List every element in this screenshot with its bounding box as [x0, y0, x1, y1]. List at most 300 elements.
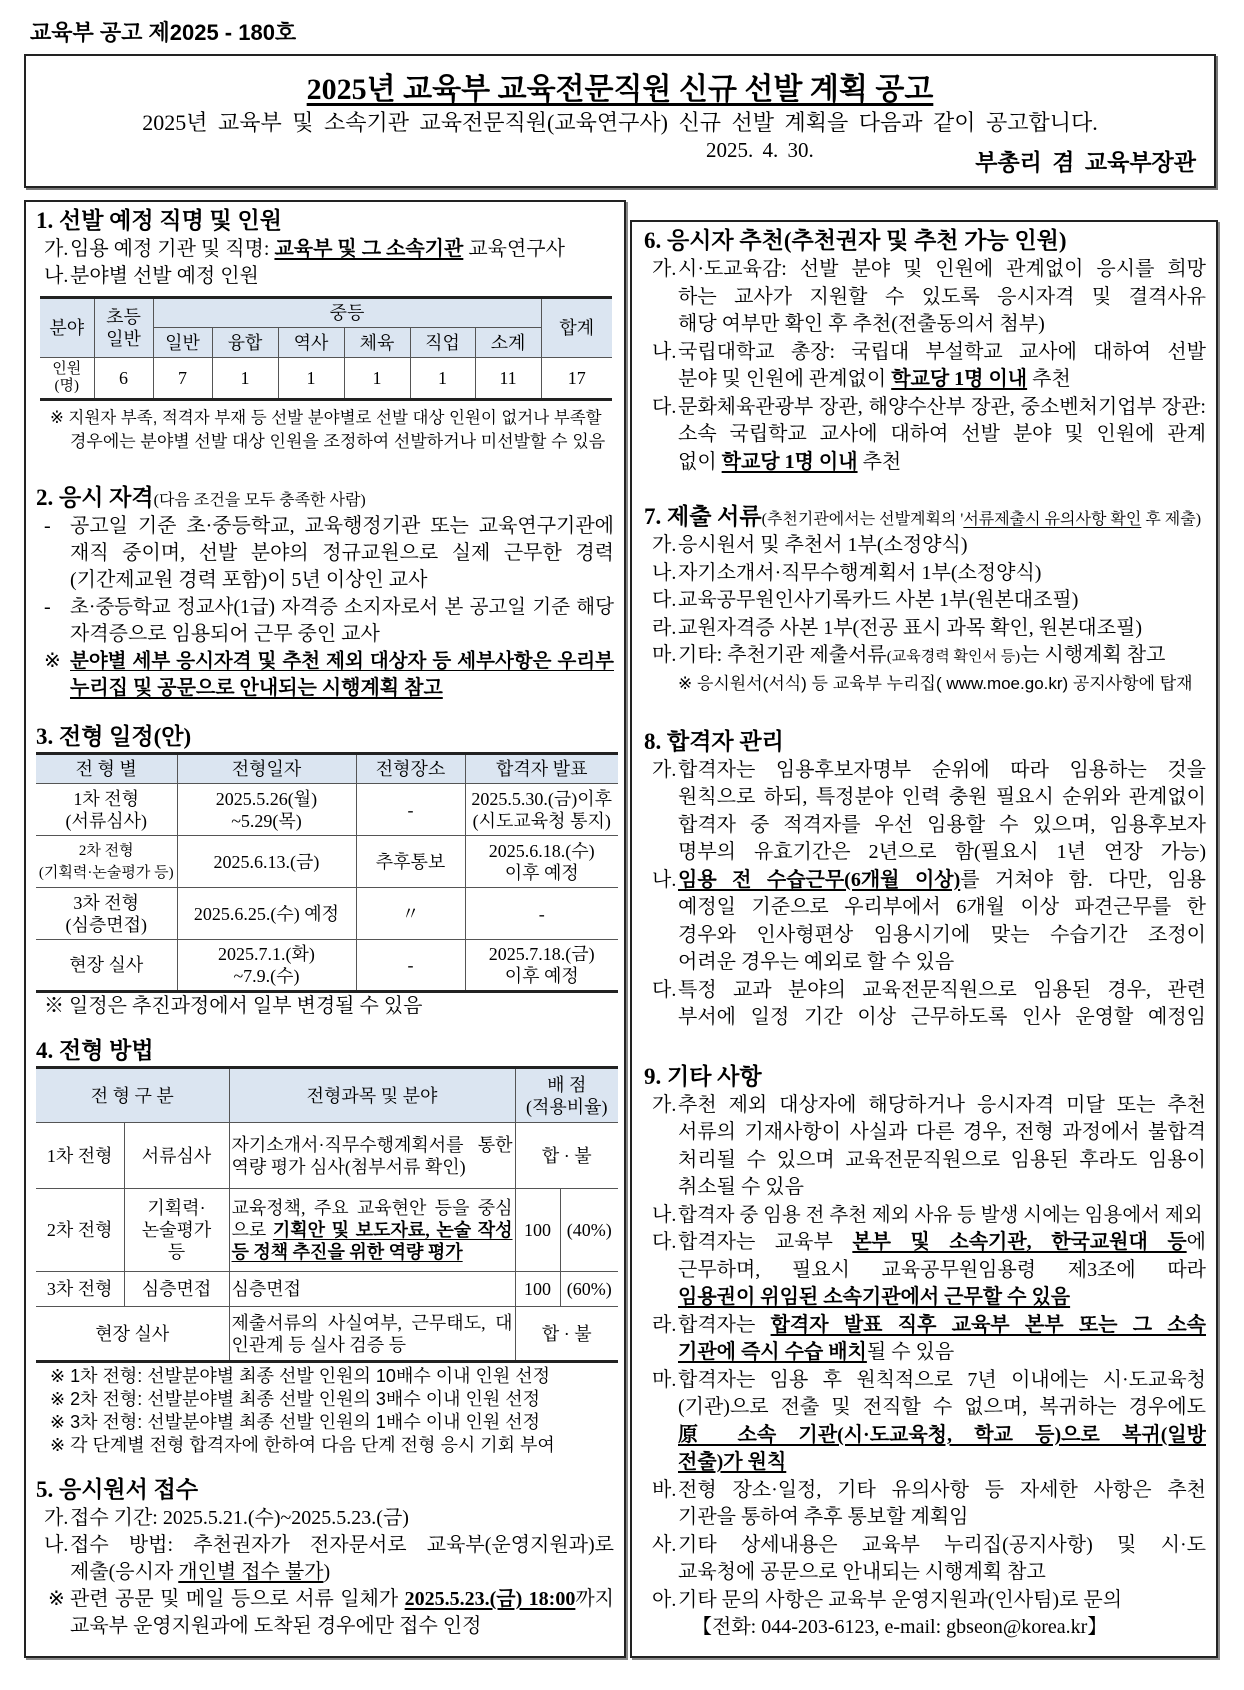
line-text: [678, 311, 1206, 339]
line-text: [70, 513, 614, 540]
table-cell: 1: [212, 358, 278, 400]
emphasis-segment: (교육경력 확인서 등): [886, 649, 1021, 665]
list-item: [644, 339, 1206, 367]
list-item: [644, 1202, 1206, 1230]
line-text: [678, 757, 1206, 785]
line-text: [678, 1119, 1206, 1147]
text-segment: 교육연구사: [463, 238, 565, 260]
list-item: [644, 394, 1206, 422]
line-text: [70, 1559, 614, 1586]
continuation-line: [36, 540, 614, 567]
line-text: [678, 587, 1206, 615]
list-marker: 나.: [652, 340, 677, 363]
list-item: [644, 1367, 1206, 1395]
text-segment: 합격자는 교육부: [678, 1231, 853, 1253]
section-2-title-text: 2. 응시 자격: [36, 485, 154, 510]
line-text: [678, 615, 1206, 643]
emphasis-segment: 2025.5.23.(금) 18:00: [404, 1588, 576, 1610]
table-cell: 2차 전형: [36, 1189, 124, 1272]
emphasis-segment: 학교당 1명 이내: [721, 450, 858, 473]
text-segment: 처리될 수 있으며 교육전문직원으로 임용된 후라도 임용이: [678, 1148, 1206, 1171]
table-cell: 합 · 불: [515, 1307, 618, 1362]
text-segment: (기간제교원 경력 포함)이 5년 이상인 교사: [70, 569, 428, 591]
text-segment: 없이: [678, 450, 722, 473]
text-segment: 에: [1186, 1231, 1206, 1253]
list-item: [36, 1586, 614, 1613]
table-cell: 100: [515, 1189, 560, 1272]
table-cell: 서류심사: [124, 1123, 229, 1189]
section-9-title: 9. 기타 사항: [644, 1063, 762, 1089]
text-segment: 원칙으로 하되, 특정분야 인력 충원 필요시 순위와 관계없이: [678, 786, 1206, 808]
list-marker: 다.: [652, 1231, 677, 1253]
line-text: [70, 1613, 614, 1640]
line-text: [70, 263, 614, 290]
line-text: [678, 284, 1206, 312]
document-title: 2025년 교육부 교육전문직원 신규 선발 계획 공고: [306, 73, 934, 106]
continuation-line: [36, 621, 614, 648]
text-segment: 공고일 기준 초·중등학교, 교육행정기관 또는 교육연구기관에: [70, 515, 614, 537]
table-cell: 자기소개서·직무수행계획서를 통한 역량 평가 심사(첨부서류 확인): [229, 1123, 515, 1189]
table-cell: 제출서류의 사실여부, 근무태도, 대인관계 등 실사 검증 등: [229, 1307, 515, 1362]
continuation-line: [644, 1147, 1206, 1175]
list-item: [644, 256, 1206, 284]
text-segment: 하는 교사가 지원할 수 있도록 응시자격 및 결격사유: [678, 285, 1206, 308]
list-marker: 나.: [652, 868, 677, 891]
continuation-line: [644, 1394, 1206, 1422]
line-text: [70, 1505, 614, 1532]
emphasis-segment: 학교당 1명 이내: [891, 368, 1028, 390]
line-text: [678, 560, 1206, 588]
list-marker: 마.: [652, 644, 677, 666]
line-text: [678, 366, 1206, 394]
line-text: [70, 236, 614, 263]
text-segment: ): [323, 1561, 331, 1583]
subject-text: 교육정책, 주요 교육현안 등을 중심으로: [231, 1198, 513, 1240]
col-header-general: 일반: [153, 328, 212, 358]
continuation-line: [644, 812, 1206, 840]
list-marker: 나.: [44, 265, 69, 287]
emphasis-segment: 개인별 접수 불가: [178, 1561, 324, 1583]
continuation-line: [644, 1284, 1206, 1312]
list-item: [36, 513, 614, 540]
text-segment: 초·중등학교 정교사(1급) 자격증 소지자로서 본 공고일 기준 해당: [70, 597, 614, 618]
section-6-lines: [644, 256, 1206, 476]
continuation-line: [36, 675, 614, 702]
contact-info: 【전화: 044-203-6123, e-mail: gbseon@korea.kr】: [692, 1616, 1108, 1638]
table-cell: 〃: [356, 888, 465, 940]
note-line: ※ 3차 전형: 선발분야별 최종 선발 인원의 1배수 이내 인원 선정: [50, 1412, 541, 1432]
line-text: [70, 648, 614, 675]
section-4-title: 4. 전형 방법: [36, 1038, 154, 1063]
text-segment: 접수 기간: 2025.5.21.(수)~2025.5.23.(금): [70, 1507, 409, 1529]
table-cell: 추후통보: [356, 836, 465, 888]
text-segment: 기타: 추천기관 제출서류: [678, 644, 887, 666]
continuation-line: [644, 784, 1206, 812]
sub-text: 후 제출): [1141, 511, 1202, 528]
emphasis-segment: 임용권이 위임된 소속기관에서 근무할 수 있음: [678, 1286, 1071, 1308]
line-text: [678, 812, 1206, 840]
list-marker: 가.: [652, 1093, 677, 1116]
text-segment: 특정 교과 분야의 교육전문직원으로 임용된 경우, 관련: [678, 978, 1206, 1001]
emphasis-segment: 原 소속 기관(시·도교육청, 학교 등)으로 복귀(일방: [678, 1423, 1206, 1446]
line-text: [678, 922, 1206, 950]
text-segment: 분야별 선발 예정 인원: [70, 265, 259, 287]
table-cell: -: [465, 888, 618, 940]
col-header-elementary: 초등 일반: [94, 298, 153, 358]
table-cell: 1차 전형 (서류심사): [36, 784, 177, 836]
continuation-line: [644, 949, 1206, 977]
table-cell: 2025.5.26(월) ~5.29(목): [177, 784, 356, 836]
table-cell: 현장 실사: [36, 940, 177, 992]
table-cell: 1: [410, 358, 475, 400]
line-text: [678, 1004, 1206, 1032]
emphasis-segment: 기관에 즉시 수습 배치: [678, 1341, 867, 1363]
table-cell: (60%): [560, 1272, 618, 1307]
table-row: [36, 1123, 618, 1189]
document-intro: 2025년 교육부 및 소속기관 교육전문직원(교육연구사) 신규 선발 계획을 다음과 같이 공고합니다.: [142, 110, 1098, 135]
line-text: [70, 675, 614, 702]
list-item: [36, 263, 614, 290]
continuation-line: [644, 839, 1206, 867]
col-header-stage: 전 형 구 분: [36, 1068, 229, 1123]
text-segment: 소속 국립학교 교사에 대하여 선발 분야 및 인원에 관계: [678, 423, 1206, 445]
section-7-title-text: 7. 제출 서류: [644, 504, 762, 529]
continuation-line: [644, 366, 1206, 394]
col-header-subtotal: 소계: [475, 328, 541, 358]
text-segment: 응시원서 및 추천서 1부(소정양식): [678, 534, 968, 556]
line-text: [678, 1449, 1206, 1477]
text-segment: 교육청에 공문으로 안내되는 시행계획 참고: [678, 1561, 1046, 1583]
section-2-lines: [36, 513, 614, 702]
emphasis-segment: 누리집 및 공문으로 안내되는 시행계획 참고: [70, 677, 443, 699]
text-segment: 시·도교육감: 선발 분야 및 인원에 관계없이 응시를 희망: [678, 258, 1206, 280]
list-marker: ※: [44, 650, 61, 672]
continuation-line: [644, 1257, 1206, 1285]
list-item: [644, 1532, 1206, 1560]
emphasis-segment: 전출)가 원칙: [678, 1451, 787, 1473]
note-line: ※ 각 단계별 전형 합격자에 한하여 다음 단계 전형 응시 기회 부여: [50, 1435, 555, 1455]
line-text: [678, 449, 1206, 477]
notice-number: 교육부 공고 제2025 - 180호: [30, 20, 297, 45]
continuation-line: [36, 1559, 614, 1586]
table-cell: 기획력· 논술평가 등: [124, 1189, 229, 1272]
list-item: [36, 1505, 614, 1532]
table-cell: 2차 전형 (기획력·논술평가 등): [36, 836, 177, 888]
continuation-line: [644, 1504, 1206, 1532]
text-segment: 될 수 있음: [866, 1341, 955, 1363]
list-marker: 나.: [652, 561, 677, 584]
emphasis-segment: 본부 및 소속기관, 한국교원대 등: [852, 1231, 1187, 1253]
line-text: [678, 1339, 1206, 1367]
list-item: [644, 560, 1206, 588]
continuation-line: [644, 1559, 1206, 1587]
line-text: [678, 532, 1206, 560]
document-date: 2025. 4. 30.: [706, 138, 814, 162]
table-cell: 6: [94, 358, 153, 400]
section-8-title: 8. 합격자 관리: [644, 728, 784, 754]
continuation-line: [644, 1339, 1206, 1367]
text-segment: 경우와 인사형편상 임용시기에 맞는 수습기간 조정이: [678, 923, 1206, 946]
line-text: [70, 594, 614, 621]
text-segment: 교육부 운영지원과에 도착된 경우에만 접수 인정: [70, 1615, 482, 1637]
text-segment: 부서에 일정 기간 이상 근무하도록 인사 운영할 예정임: [678, 1006, 1206, 1028]
section-6-title: 6. 응시자 추천(추천권자 및 추천 가능 인원): [644, 228, 1067, 253]
line-text: [678, 1174, 1206, 1202]
line-text: [678, 1229, 1206, 1257]
list-item: [644, 532, 1206, 560]
line-text: [70, 1586, 614, 1613]
section-7-title: [644, 502, 1206, 532]
table-cell: 100: [515, 1272, 560, 1307]
line-text: [678, 1559, 1206, 1587]
table-row: [36, 1189, 618, 1272]
col-header-vocational: 직업: [410, 328, 475, 358]
list-marker: 나.: [652, 1203, 677, 1226]
list-marker: -: [44, 515, 51, 537]
text-segment: 교원자격증 사본 1부(전공 표시 과목 확인, 원본대조필): [678, 616, 1143, 639]
section-1-title: 1. 선발 예정 직명 및 인원: [36, 208, 282, 233]
title-box: [24, 54, 1216, 188]
line-text: [678, 867, 1206, 895]
text-segment: 추천: [857, 450, 902, 473]
line-text: [678, 1284, 1206, 1312]
continuation-line: [644, 311, 1206, 339]
col-header-stage: 전 형 별: [36, 754, 177, 784]
list-item: [644, 1092, 1206, 1120]
list-marker: 가.: [44, 1507, 69, 1529]
col-header-field: 분야: [40, 298, 94, 358]
line-text: [678, 1312, 1206, 1340]
emphasis-segment: 합격자 발표 직후 교육부 본부 또는 그 소속: [770, 1313, 1206, 1336]
emphasis-segment: 분야별 세부 응시자격 및 추천 제외 대상자 등 세부사항은 우리부: [70, 651, 614, 672]
list-item: [644, 1229, 1206, 1257]
list-marker: 가.: [652, 534, 677, 556]
section-5-title: 5. 응시원서 접수: [36, 1477, 199, 1502]
line-text: [678, 1394, 1206, 1422]
list-marker: 나.: [44, 1534, 69, 1556]
table-cell: 3차 전형 (심층면접): [36, 888, 177, 940]
left-column: [24, 200, 626, 1658]
table-cell: 1: [344, 358, 410, 400]
section-9-lines: [644, 1092, 1206, 1615]
text-segment: 전형 장소·일정, 기타 유의사항 등 자세한 사항은 추천: [678, 1478, 1206, 1501]
continuation-line: [644, 1449, 1206, 1477]
list-marker: -: [44, 596, 51, 618]
line-text: [678, 1587, 1206, 1615]
text-segment: 추천 제외 대상자에 해당하거나 응시자격 미달 또는 추천: [678, 1093, 1206, 1116]
table-cell: 2025.5.30.(금)이후 (시도교육청 통지): [465, 784, 618, 836]
note-line: ※ 지원자 부족, 적격자 부재 등 선발 분야별로 선발 대상 인원이 없거나 부족할: [50, 409, 602, 427]
list-item: [644, 867, 1206, 895]
col-header-subject: 전형과목 및 분야: [229, 1068, 515, 1123]
list-marker: 다.: [652, 395, 677, 418]
table-row: [36, 1272, 618, 1307]
text-segment: 근무하며, 필요시 교육공무원임용령 제3조에 따라: [678, 1258, 1206, 1281]
table-cell: 7: [153, 358, 212, 400]
line-text: [678, 1477, 1206, 1505]
note-line: ※ 1차 전형: 선발분야별 최종 선발 인원의 10배수 이내 인원 선정: [50, 1366, 551, 1386]
section-5-lines: [36, 1505, 614, 1640]
emphasis-segment: 임용 전 수습근무(6개월 이상): [678, 868, 961, 891]
list-item: [644, 1477, 1206, 1505]
quota-table: [40, 296, 612, 401]
section-2-title-sub: (다음 조건을 모두 충족한 사람): [153, 492, 366, 509]
line-text: [678, 977, 1206, 1005]
text-segment: 를 거쳐야 함. 다만, 임용: [960, 868, 1206, 891]
line-text: [70, 1532, 614, 1559]
section-1-lines: [36, 236, 614, 290]
continuation-line: [644, 449, 1206, 477]
sub-text: (추천기관에서는 선발계획의 ': [761, 511, 964, 528]
table-cell: 합 · 불: [515, 1123, 618, 1189]
section-3-title: 3. 전형 일정(안): [36, 724, 192, 749]
text-segment: 국립대학교 총장: 국립대 부설학교 교사에 대하여 선발: [678, 340, 1206, 363]
table-cell: 2025.6.18.(수) 이후 예정: [465, 836, 618, 888]
line-text: [70, 540, 614, 567]
list-item: [644, 1312, 1206, 1340]
text-segment: 제출(응시자: [70, 1561, 179, 1583]
subject-emphasis: 기획안 및 보도자료, 논술 작성 등 정책 추진을 위한 역량 평가: [231, 1220, 513, 1262]
table-cell: 2025.7.1.(화) ~7.9.(수): [177, 940, 356, 992]
list-marker: 아.: [652, 1588, 677, 1611]
text-segment: 해당 여부만 확인 후 추천(전출동의서 첨부): [678, 313, 1045, 335]
line-text: [678, 1257, 1206, 1285]
line-text: [678, 1422, 1206, 1450]
table-cell: -: [356, 784, 465, 836]
text-segment: 추천: [1027, 368, 1071, 390]
section-8-lines: [644, 757, 1206, 1032]
text-segment: 기관을 통하여 추후 통보할 계획임: [678, 1506, 969, 1528]
section-7-lines: [644, 532, 1206, 670]
text-segment: 접수 방법: 추천권자가 전자문서로 교육부(운영지원과)로: [70, 1534, 614, 1556]
col-header-announcement: 합격자 발표: [465, 754, 618, 784]
text-segment: 교육공무원인사기록카드 사본 1부(원본대조필): [678, 589, 1079, 611]
schedule-table: [36, 752, 618, 993]
table-row: [36, 784, 618, 836]
table-cell: 2025.6.25.(수) 예정: [177, 888, 356, 940]
table-row: [36, 888, 618, 940]
text-segment: 분야 및 인원에 관계없이: [678, 368, 892, 390]
line-text: [678, 256, 1206, 284]
table-row: [36, 940, 618, 992]
text-segment: 합격자 중 적격자를 우선 임용할 수 있으며, 임용후보자: [678, 813, 1206, 836]
list-item: [644, 642, 1206, 670]
table-cell: 1차 전형: [36, 1123, 124, 1189]
text-segment: 명부의 유효기간은 2년으로 함(필요시 1년 연장 가능): [678, 841, 1206, 863]
sub-emphasis: 서류제출시 유의사항 확인: [963, 511, 1142, 528]
continuation-line: [644, 1174, 1206, 1202]
col-header-pe: 체육: [344, 328, 410, 358]
row-label: 인원 (명): [40, 358, 94, 400]
line-text: [678, 784, 1206, 812]
note-line: ※ 응시원서(서식) 등 교육부 누리집( www.moe.go.kr) 공지사항에 탑재: [678, 673, 1193, 693]
list-marker: 가.: [652, 758, 677, 781]
table-cell: 심층면접: [229, 1272, 515, 1307]
continuation-line: [36, 567, 614, 594]
line-text: [70, 567, 614, 594]
list-marker: 라.: [652, 1313, 677, 1336]
table-cell: 11: [475, 358, 541, 400]
list-item: [644, 587, 1206, 615]
table-cell: (40%): [560, 1189, 618, 1272]
continuation-line: [644, 922, 1206, 950]
line-text: [678, 1092, 1206, 1120]
list-item: [644, 757, 1206, 785]
section-2-title: [36, 483, 614, 513]
list-marker: 다.: [652, 978, 677, 1001]
list-item: [644, 1587, 1206, 1615]
section-7-title-sub: [762, 511, 1201, 528]
text-segment: 예정일 기준으로 우리부에서 6개월 이상 파견근무를 한: [678, 896, 1206, 918]
list-marker: 라.: [652, 616, 677, 639]
text-segment: 까지: [575, 1588, 614, 1610]
line-text: [678, 949, 1206, 977]
line-text: [678, 1367, 1206, 1395]
line-text: [678, 642, 1206, 670]
emphasis-segment: 교육부 및 그 소속기관: [274, 238, 464, 260]
table-row: [36, 836, 618, 888]
document-signer: 부총리 겸 교육부장관: [975, 149, 1196, 175]
text-segment: 어려운 경우는 예외로 할 수 있음: [678, 951, 955, 973]
text-segment: 서류의 기재사항이 사실과 다른 경우, 전형 과정에서 불합격: [678, 1121, 1206, 1143]
text-segment: 재직 중이며, 선발 분야의 정규교원으로 실제 근무한 경력: [70, 542, 614, 564]
text-segment: 임용 예정 기관 및 직명:: [70, 238, 275, 260]
note-line: ※ 2차 전형: 선발분야별 최종 선발 인원의 3배수 이내 인원 선정: [50, 1389, 541, 1409]
table-cell: 심층면접: [124, 1272, 229, 1307]
table-cell: -: [356, 940, 465, 992]
text-segment: 기타 상세내용은 교육부 누리집(공지사항) 및 시·도: [678, 1533, 1206, 1556]
list-marker: 다.: [652, 589, 677, 611]
table-row: [36, 1307, 618, 1362]
table-cell: 2025.6.13.(금): [177, 836, 356, 888]
text-segment: 합격자는 임용후보자명부 순위에 따라 임용하는 것을: [678, 758, 1206, 781]
line-text: [678, 1202, 1206, 1230]
list-item: [644, 977, 1206, 1005]
line-text: [678, 839, 1206, 867]
line-text: [70, 621, 614, 648]
line-text: [678, 1532, 1206, 1560]
text-segment: 자격증으로 임용되어 근무 중인 교사: [70, 623, 380, 645]
list-item: [36, 594, 614, 621]
continuation-line: [644, 1422, 1206, 1450]
table-cell: 3차 전형: [36, 1272, 124, 1307]
table-row: [40, 358, 612, 400]
continuation-line: [644, 1119, 1206, 1147]
line-text: [678, 894, 1206, 922]
line-text: [678, 1504, 1206, 1532]
right-column: [630, 220, 1218, 1658]
list-marker: 마.: [652, 1368, 677, 1391]
line-text: [678, 394, 1206, 422]
continuation-line: [644, 421, 1206, 449]
col-header-total: 합계: [541, 298, 612, 358]
col-header-place: 전형장소: [356, 754, 465, 784]
col-header-score: 배 점 (적용비율): [515, 1068, 618, 1123]
list-item: [36, 236, 614, 263]
table-cell: 1: [278, 358, 344, 400]
col-header-history: 역사: [278, 328, 344, 358]
text-segment: 취소될 수 있음: [678, 1176, 804, 1198]
note-line: 경우에는 분야별 선발 대상 인원을 조정하여 선발하거나 미선발할 수 있음: [70, 432, 606, 451]
text-segment: 합격자 중 임용 전 추천 제외 사유 등 발생 시에는 임용에서 제외: [678, 1204, 1203, 1226]
table-cell: 17: [541, 358, 612, 400]
list-marker: 가.: [44, 238, 69, 260]
list-marker: 사.: [652, 1533, 677, 1556]
list-item: [36, 1532, 614, 1559]
list-item: [644, 615, 1206, 643]
text-segment: 는 시행계획 참고: [1020, 644, 1166, 666]
text-segment: 자기소개서·직무수행계획서 1부(소정양식): [678, 561, 1042, 584]
